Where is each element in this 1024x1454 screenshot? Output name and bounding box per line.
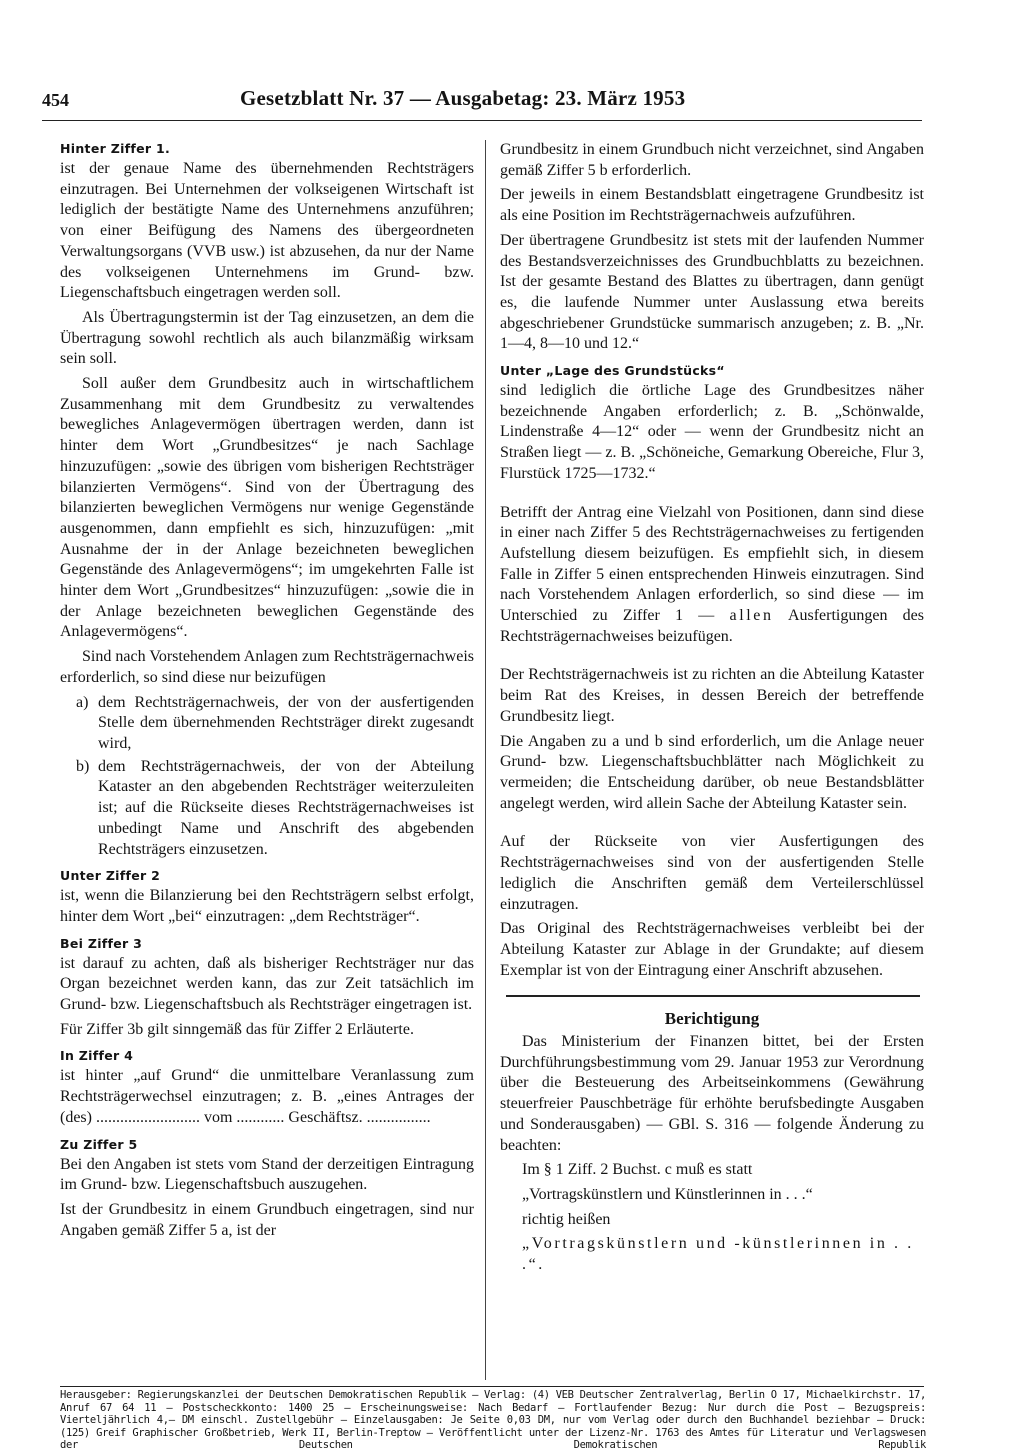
paragraph: Bei den Angaben ist stets vom Stand der derzeitigen Eintragung im Grund- bzw. Liegenschaftsbuch auszugehen. bbox=[60, 1155, 474, 1194]
paragraph: Das Ministerium der Finanzen bittet, bei der Ersten Durchführungsbestimmung vom 29. Januar 1953 zur Verordnung über die Besteuerung des Arbeitseinkommens (Gewährung steuerfreier Pauschbeträge für erhöhte berufsbedingte Ausgaben und Sonderausgaben) — GBl. S. 316 — folgende Änderung zu beachten: bbox=[500, 1033, 924, 1154]
paragraph: Der jeweils in einem Bestandsblatt eingetragene Grundbesitz ist als eine Position im Rechtsträgernachweis aufzuführen. bbox=[500, 186, 924, 225]
berichtigung-title: Berichtigung bbox=[664, 1009, 760, 1029]
column-divider bbox=[485, 140, 486, 1380]
page-header bbox=[42, 86, 982, 116]
spacer bbox=[500, 818, 924, 832]
correction-line: Im § 1 Ziff. 2 Buchst. c muß es statt bbox=[522, 1161, 753, 1179]
paragraph: sind lediglich die örtliche Lage des Grundbesitzes näher bezeichnende Angaben erforderlich; z. B. „Schönwalde, Lindenstraße 4—12“ oder — wenn der Grundbesitz nicht an Straßen liegt — z. B. „Schöneiche, Gemarkung Obereiche, Flur 3, Flurstück 1725—1732.“ bbox=[500, 382, 924, 482]
section-label-ziffer-3: Bei Ziffer 3 bbox=[60, 935, 143, 951]
paragraph: Für Ziffer 3b gilt sinngemäß das für Ziffer 2 Erläuterte. bbox=[60, 1020, 414, 1038]
list-item bbox=[60, 693, 474, 755]
paragraph: Das Original des Rechtsträgernachweises verbleibt bei der Abteilung Kataster zur Ablage in der Grundakte; auf diesem Exemplar ist von der Eintragung einer Anschrift abzusehen. bbox=[500, 920, 924, 979]
paragraph: ist darauf zu achten, daß als bisheriger Rechtsträger nur das Organ bezeichnet werden kann, das zur Zeit tatsächlich im Grund- bzw. Liegenschaftsbuch als Rechtsträger eingetragen ist. bbox=[60, 954, 474, 1014]
paragraph: Grundbesitz in einem Grundbuch nicht verzeichnet, sind Angaben gemäß Ziffer 5 b erforderlich. bbox=[500, 141, 924, 179]
paragraph: Soll außer dem Grundbesitz auch in wirtschaftlichem Zusammenhang mit dem Grundbesitz zu verwaltendes bewegliches Anlagevermögen übertragen werden, dann ist hinter dem Wort „Grundbesitzes“ je nach Sachlage hinzuzufügen: „sowie des übrigen vom bisherigen Rechtsträger bilanzierten Vermögens“. Sind von der Übertragung des bilanzierten beweglichen Vermögens nur wenige Gegenstände ausgenommen, dann empfiehlt es sich, hinzuzufügen: „mit Ausnahme der in der Anlage bezeichneten beweglichen Gegenstände des Anlagevermögens“; im umgekehrten Falle ist hinter dem Wort „Grundbesitzes“ hinzuzufügen: „sowie die in der Anlage bezeichneten beweglichen Gegenstände des Anlagevermögens“. bbox=[60, 375, 474, 641]
paragraph: Der Rechtsträgernachweis ist zu richten an die Abteilung Kataster beim Rat des Kreises, in dessen Bereich der betreffende Grundbesitz liegt. bbox=[500, 666, 924, 725]
left-column bbox=[60, 140, 474, 1245]
imprint-footer: Herausgeber: Regierungskanzlei der Deutschen Demokratischen Republik — Verlag: (4) VEB Deutscher Zentralverlag, Berlin O 17, Michaelkirchstr. 17, Anruf 67 64 11 — Postscheckkonto: 1400 25 — Erscheinungsweise: Nach Bedarf — Fortlaufender Bezug: Nur durch die Post — Bezugspreis: Vierteljährlich 4,— DM einschl. Zustellgebühr — Einzelausgaben: Je Seite 0,03 DM, nur vom Verlag oder durch den Buchhandel beziehbar — Druck: (125) Greif Graphischer Großbetrieb, Werk II, Berlin-Treptow — Veröffentlicht unter der Lizenz-Nr. 1763 des Amtes für Literatur und Verlagswesen der Deutschen Demokratischen Republik bbox=[60, 1389, 926, 1452]
paragraph: ist hinter „auf Grund“ die unmittelbare Veranlassung zum Rechtsträgerwechsel einzutragen; z. B. „eines Antrages der (des) .......................... vom ............ Geschäftsz. ................ bbox=[60, 1067, 474, 1126]
paragraph: Auf der Rückseite von vier Ausfertigungen des Rechtsträgernachweises sind von der ausfertigenden Stelle lediglich die Anschriften gemäß dem Verteilerschlüssel einzutragen. bbox=[500, 833, 924, 913]
paragraph: Ist der Grundbesitz in einem Grundbuch eingetragen, sind nur Angaben gemäß Ziffer 5 a, ist der bbox=[60, 1200, 474, 1239]
paragraph: Der übertragene Grundbesitz ist stets mit der laufenden Nummer des Bestandsverzeichnisses des Grundbuchblatts zu bezeichnen. Ist der gesamte Bestand des Blattes zu übertragen, dann genügt es, die laufende Nummer unter Auslassung etwa bereits abgeschriebener Grundstücke summarisch anzugeben; z. B. „Nr. 1—4, 8—10 und 12.“ bbox=[500, 231, 924, 353]
right-column bbox=[500, 140, 924, 1280]
spacer bbox=[500, 489, 924, 503]
text-run: Betrifft der Antrag eine Vielzahl von Positionen, dann sind diese in einer nach Ziffer 5 des Rechtsträgernachweises zu fertigenden Aufstellung diesem beizufügen. Es empfiehlt sich, in diesem Falle in Ziffer 5 einen entsprechenden Hinweis einzutragen. Sind nach Vorstehendem Anlagen erforderlich, so sind diese — im Unterschied zu Ziffer 1 — bbox=[500, 503, 924, 625]
correction-new: „Vortragskünstlern und -künstlerinnen in . . .“. bbox=[522, 1235, 914, 1274]
paragraph: Sind nach Vorstehendem Anlagen zum Rechtsträgernachweis erforderlich, so sind diese nur beizufügen bbox=[60, 648, 474, 686]
footer-rule bbox=[60, 1386, 924, 1387]
list-marker: b) bbox=[76, 757, 90, 775]
list-item bbox=[60, 757, 474, 861]
list-marker: a) bbox=[76, 693, 89, 711]
emphasis-spaced: allen bbox=[729, 607, 774, 625]
section-label-ziffer-4: In Ziffer 4 bbox=[60, 1048, 134, 1064]
list-text: dem Rechtsträgernachweis, der von der Abteilung Kataster an den abgebenden Rechtsträger weiterzuleiten ist; auf die Rückseite dieses Rechtsträgernachweises ist unbedingt Name und Anschrift des abgebenden Rechtsträgers einzusetzen. bbox=[98, 757, 474, 858]
paragraph: Die Angaben zu a und b sind erforderlich, um die Anlage neuer Grund- bzw. Liegenschaftsbuchblätter nach Möglichkeit zu vermeiden; die Entscheidung darüber, ob neue Bestandsblätter angelegt werden, wird allein Sache der Abteilung Kataster sein. bbox=[500, 732, 924, 812]
gazette-title: Gesetzblatt Nr. 37 — Ausgabetag: 23. März 1953 bbox=[240, 86, 686, 110]
section-label-ziffer-2: Unter Ziffer 2 bbox=[60, 868, 161, 884]
header-rule bbox=[42, 120, 922, 121]
paragraph: Als Übertragungstermin ist der Tag einzusetzen, an dem die Übertragung sowohl rechtlich als auch bilanzmäßig wirksam sein soll. bbox=[60, 308, 474, 368]
section-label-ziffer-1: Hinter Ziffer 1. bbox=[60, 141, 171, 156]
section-rule bbox=[506, 995, 920, 997]
page-number: 454 bbox=[42, 90, 69, 110]
section-label-lage: Unter „Lage des Grundstücks“ bbox=[500, 363, 725, 379]
spacer bbox=[500, 651, 924, 665]
text-run: Ausfertigungen des Rechtsträgernachweises beizufügen. bbox=[500, 607, 925, 645]
list-text: dem Rechtsträgernachweis, der von der ausfertigenden Stelle dem übernehmenden Rechtsträger direkt zugesandt wird, bbox=[98, 693, 474, 752]
correction-line: richtig heißen bbox=[522, 1210, 611, 1228]
paragraph bbox=[500, 503, 924, 648]
paragraph: ist, wenn die Bilanzierung bei den Rechtsträgern selbst erfolgt, hinter dem Wort „bei“ einzutragen: „dem Rechtsträger“. bbox=[60, 887, 474, 925]
correction-old: „Vortragskünstlern und Künstlerinnen in . . .“ bbox=[522, 1185, 813, 1203]
section-label-ziffer-5: Zu Ziffer 5 bbox=[60, 1136, 138, 1152]
paragraph: ist der genaue Name des übernehmenden Rechtsträgers einzutragen. Bei Unternehmen der volkseigenen Wirtschaft ist lediglich der bestätigte Name des Unternehmens anzuführen; von einer Beifügung des Namens des übergeordneten Verwaltungsorgans (VVB usw.) ist abzusehen, da nur der Name des volkseigenen Unternehmens im Grund- bzw. Liegenschaftsbuch eingetragen werden soll. bbox=[60, 160, 474, 302]
